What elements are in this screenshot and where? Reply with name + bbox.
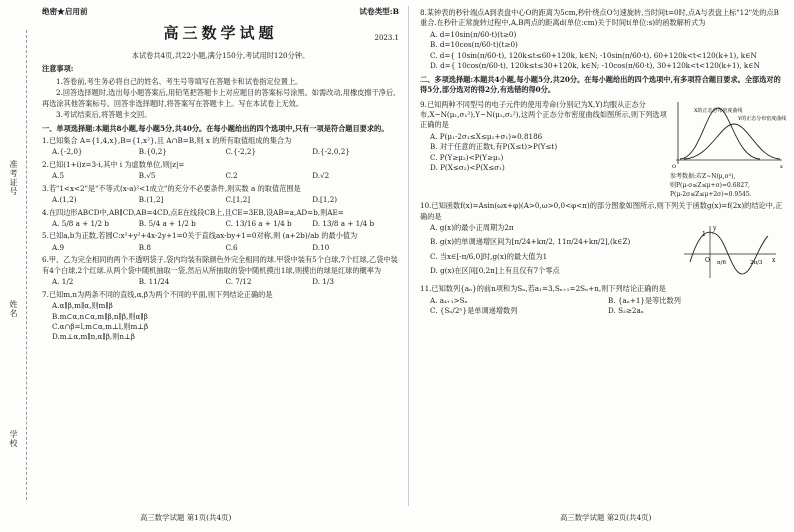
x-curve-label: X的正态分布密度曲线 — [694, 107, 743, 114]
question-7-options — [52, 301, 399, 343]
option: C.[1,2] — [225, 195, 251, 205]
question-4: 4.在四边形ABCD中,AB∥CD,AB=4CD,点E在线段CB上,且CE=3EB,设AB=a,AD=b,则AE= — [42, 207, 344, 217]
option: C. d={ 10sin(π/60·t), 120k≤t≤60+120k, k∈N; -10sin(π/60·t), 60+120k<t<120(k+1), k∈N — [430, 50, 757, 60]
cut-line — [26, 30, 27, 500]
option: C. 7/12 — [225, 277, 252, 287]
reference-data-1: 参考数据:若Z~N(μ,σ²), — [670, 173, 736, 181]
y-value-1: 1 — [702, 231, 706, 239]
option: A. d=10sin(π/60·t)(t≥0) — [430, 29, 517, 39]
option: D.m⊥α,m∥n,α∥β,则n⊥β — [52, 332, 135, 342]
option: A. P(μ₁-2σ₁≤X≤μ₁+σ₁)≈0.8186 — [430, 131, 543, 141]
question-2: 2.已知(1+i)z=3-i,其中 i 为虚数单位,则|z|= — [42, 159, 185, 169]
paper-type: 试卷类型:B — [359, 7, 399, 16]
axis-x-label: x — [780, 163, 783, 170]
option: B.{0,2} — [138, 147, 167, 157]
question-1: 1.已知集合 A={1,4,x},B={1,x²},且 A∩B=B,则 x 的所有取值组成的集合为 — [42, 135, 292, 145]
question-5: 5.已知a,b为正数,若圆C:x²+y²+4x-2y+1=0关于直线ax-by+1=0对称,则 (a+2b)/ab 的最小值为 — [42, 231, 358, 241]
option: A.5 — [52, 171, 65, 181]
option: B. d=10cos(π/60·t)(t≥0) — [430, 40, 518, 50]
question-4-options — [52, 219, 399, 229]
binding-margin — [0, 0, 38, 532]
notice-3: 3.考试结束后,将答题卡交回。 — [56, 110, 152, 120]
option: C. P(Y≥μ₂)<P(Y≥μ₁) — [430, 152, 504, 162]
option: C.2 — [225, 171, 238, 181]
option: A.{-2,0} — [52, 147, 83, 157]
question-5-options — [52, 243, 399, 253]
option: C. 13/16 a + 1/4 b — [225, 219, 292, 229]
question-1-options — [52, 147, 399, 157]
option: D. g(x)在区间[0,2π]上有且仅有7个零点 — [430, 265, 560, 275]
question-3: 3.若"1<x<2"是"不等式(x-a)²<1成立"的充分不必要条件,则实数 a 的取值范围是 — [42, 183, 301, 193]
option: B. g(x)的单调递增区间为[π/24+kπ/2, 11π/24+kπ/2],(k∈Z) — [430, 237, 631, 247]
name-label: 姓名 — [9, 300, 18, 318]
option: B.m⊂α,n⊂α,m∥β,n∥β,则α∥β — [52, 311, 148, 321]
option: A. 5/8 a + 1/2 b — [52, 219, 109, 229]
option: D. P(X≤σ₂)<P(X≤σ₁) — [430, 163, 505, 173]
question-11-options — [430, 296, 786, 317]
question-8: 8.某钟表的秒针端点A到表盘中心O的距离为5cm,秒针绕点O匀速旋转,当时间t=0时,点A与表盘上标"12"处的点B重合.在秒针正常旋转过程中,A,B两点的距离d(单位:cm)关于时间t(单位:s)的函数解析式为 — [420, 8, 779, 28]
page-two — [420, 6, 786, 506]
question-10-options — [430, 223, 680, 280]
notice-2: 2.回答选择题时,选出每小题答案后,用铅笔把答题卡上对应题目的答案标号涂黑。如需改动,用橡皮擦干净后,再选涂其他答案标号。回答非选择题时,将答案写在答题卡上。写在本试卷上无效。 — [42, 88, 396, 108]
section-single-choice: 一、单项选择题:本题共8小题,每小题5分,共40分。在每小题给出的四个选项中,只有一项是符合题目要求的。 — [42, 123, 389, 133]
option: B.(1,2] — [138, 195, 164, 205]
question-6: 6.甲、乙为完全相同的两个不透明袋子,袋内均装有除颜色外完全相同的球.甲袋中装有5个白球,7个红球,乙袋中装有4个白球,2个红球.从两个袋中随机抽取一袋,然后从所抽取的袋中随机摸出1球,则摸出的球是红球的概率为 — [42, 255, 398, 275]
exam-number-label: 准考证号 — [9, 160, 18, 196]
page-one — [42, 6, 399, 506]
option: A.α∥β,m∥α,则m∥β — [52, 301, 113, 311]
option: C.α∩β=l,m⊂α,m⊥l,则m⊥β — [52, 321, 149, 331]
axis-y-label: y — [713, 225, 717, 233]
secret-label: 绝密★启用前 — [42, 7, 88, 16]
question-10: 10.已知函数f(x)=Asin(ωx+φ)(A>0,ω>0,0<φ<π)的部分图象如图所示,则下列关于函数g(x)=f(2x)的结论中,正确的是 — [420, 201, 783, 221]
y-curve-label: Y的正态分布密度曲线 — [738, 115, 786, 122]
option: D.√2 — [312, 171, 330, 181]
option: B.√5 — [138, 171, 156, 181]
page-one-footer: 高三数学试题 第1页(共4页) — [140, 513, 232, 522]
axis-x-label: x — [772, 257, 776, 265]
exam-intro: 本试卷共4页,共22小题,满分150分,考试用时120分钟。 — [131, 50, 310, 60]
school-label: 学校 — [9, 430, 18, 448]
origin-label: O — [672, 163, 677, 170]
option: B. 5/4 a + 1/2 b — [138, 219, 196, 229]
tick-2pi-3: 2π/3 — [750, 260, 763, 267]
option: D. 13/8 a + 1/4 b — [312, 219, 375, 229]
option: D.10 — [312, 242, 330, 252]
option: A.(1,2) — [52, 195, 77, 205]
option: B. {aₙ+1}是等比数列 — [608, 295, 681, 305]
page-divider — [408, 6, 409, 506]
option: A. a₄₊₁>Sₙ — [430, 295, 468, 305]
question-11: 11.已知数列{aₙ}的前n项和为Sₙ,若a₁=3,Sₙ₊₁=2Sₙ+n,则下列结论正确的是 — [420, 284, 666, 294]
option: C. 当x∈[-π/6,0]时,g(x)的最大值为1 — [430, 251, 548, 261]
question-list — [42, 136, 399, 343]
option: D.{-2,0,2} — [312, 147, 350, 157]
option: B. 对于任意的正数t,有P(X≤t)>P(Y≤t) — [430, 142, 558, 152]
reference-data-3: P(μ-2σ≤Z≤μ+2σ)≈0.9545. — [670, 190, 752, 198]
option: B. 11/24 — [138, 277, 170, 287]
notice-1: 1.答卷前,考生务必将自己的姓名、考生号等填写在答题卡和试卷指定位置上。 — [56, 76, 303, 86]
question-9: 9.已知两种不同型号的电子元件的使用寿命(分别记为X,Y)均服从正态分布,X~N(μ₁,σ₁²),Y~N(μ₂,σ₂²),这两个正态分布密度曲线如图所示,则下列选项正确的是 — [420, 99, 667, 130]
option: C. {Sₙ/2ⁿ}是单调递增数列 — [430, 306, 518, 315]
tick-pi-6: π/6 — [717, 260, 726, 267]
option: B.8 — [138, 242, 151, 252]
option: C.6 — [225, 242, 238, 252]
exam-title: 高三数学试题 — [163, 24, 278, 42]
section-multi-choice: 二、多项选择题:本题共4小题,每小题5分,共20分。在每小题给出的四个选项中,有多项符合题目要求。全部选对的得5分,部分选对的得2分,有选错的得0分。 — [420, 74, 781, 95]
option: D. d={ 10cos(π/60·t), 120k≤t≤30+120k, k∈N; -10cos(π/60·t), 30+120k<t<120(k+1), k∈N — [430, 61, 760, 71]
question-7: 7.已知m,n为两条不同的直线,α,β为两个不同的平面,则下列结论正确的是 — [42, 289, 273, 299]
option: A. 1/2 — [52, 277, 74, 287]
notice-title: 注意事项: — [42, 64, 74, 74]
question-8-options — [430, 30, 786, 72]
option: C.{-2,2} — [225, 147, 257, 157]
question-6-options — [52, 277, 399, 287]
option: D.[1,2) — [312, 195, 338, 205]
option: D. S₂≥2aₙ — [608, 306, 644, 315]
option: A.9 — [52, 242, 65, 252]
exam-date: 2023.1 — [374, 33, 399, 42]
page-two-footer: 高三数学试题 第2页(共4页) — [560, 513, 652, 522]
question-9-options — [430, 132, 670, 174]
sine-curve — [690, 232, 768, 274]
reference-data-2: 则P(μ-σ≤Z≤μ+σ)≈0.6827, — [670, 181, 750, 189]
question-3-options — [52, 195, 399, 205]
option: A. g(x)的最小正周期为2π — [430, 223, 514, 233]
sine-graph-figure — [680, 222, 780, 282]
normal-curves-figure — [670, 98, 786, 170]
question-2-options — [52, 171, 399, 181]
option: D. 1/3 — [312, 277, 334, 287]
origin-label: O — [705, 257, 710, 265]
